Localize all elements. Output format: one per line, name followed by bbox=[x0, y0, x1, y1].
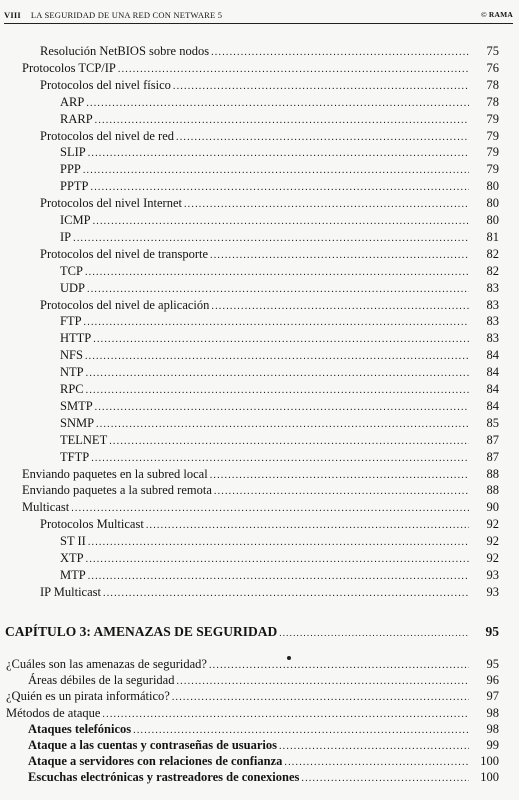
leader-dots bbox=[85, 349, 469, 364]
leader-dots bbox=[84, 315, 469, 330]
toc-entry bbox=[28, 673, 499, 688]
leader-dots bbox=[146, 518, 469, 533]
toc-entry-page: 80 bbox=[486, 196, 499, 211]
toc-entry-page: 85 bbox=[486, 415, 499, 430]
toc-entry-page: 76 bbox=[486, 60, 499, 75]
toc-entry bbox=[40, 129, 499, 144]
toc-entry bbox=[40, 585, 499, 600]
leader-dots bbox=[91, 180, 470, 195]
toc-entry-label: Multicast bbox=[22, 500, 70, 515]
leader-dots bbox=[102, 707, 469, 722]
toc-entry-label: IP Multicast bbox=[40, 584, 101, 599]
leader-dots bbox=[73, 231, 469, 246]
publisher-mark: © RAMA bbox=[480, 10, 513, 19]
toc-entry bbox=[28, 770, 499, 785]
page-folio: VIII bbox=[4, 10, 21, 20]
toc-entry-label: ¿Cuáles son las amenazas de seguridad? bbox=[6, 657, 207, 671]
toc-entry-page: 98 bbox=[486, 721, 499, 736]
toc-entry bbox=[40, 298, 499, 313]
toc-entry-label: Protocolos del nivel Internet bbox=[40, 196, 182, 211]
toc-entry bbox=[60, 433, 499, 448]
leader-dots bbox=[279, 628, 469, 638]
toc-entry-page: 100 bbox=[480, 770, 499, 785]
toc-entry bbox=[60, 365, 499, 380]
toc-entry-page: 81 bbox=[486, 229, 499, 244]
running-header bbox=[4, 7, 513, 24]
toc-entry-page: 99 bbox=[486, 738, 499, 752]
chapter-title: CAPÍTULO 3: AMENAZAS DE SEGURIDAD bbox=[5, 624, 278, 639]
toc-entry-page: 92 bbox=[486, 517, 499, 532]
leader-dots bbox=[284, 755, 469, 770]
leader-dots bbox=[95, 400, 469, 415]
toc-entry-label: Resolución NetBIOS sobre nodos bbox=[40, 44, 210, 58]
toc-entry-label: Protocolos del nivel de red bbox=[40, 128, 174, 143]
toc-entry bbox=[60, 230, 499, 245]
toc-entry-label: FTP bbox=[60, 314, 82, 329]
toc-entry-label: PPP bbox=[60, 162, 81, 177]
toc-entry-label: Enviando paquetes en la subred local bbox=[22, 466, 208, 481]
toc-entry-label: Ataques telefónicos bbox=[28, 721, 132, 736]
toc-entry bbox=[60, 568, 499, 583]
toc-entry-page: 93 bbox=[486, 584, 499, 599]
leader-dots bbox=[86, 552, 469, 567]
leader-dots bbox=[133, 723, 469, 738]
toc-entry bbox=[40, 196, 499, 211]
chapter-heading bbox=[5, 624, 499, 640]
toc-entry bbox=[60, 213, 499, 228]
leader-dots bbox=[88, 535, 469, 550]
toc-entry-page: 98 bbox=[486, 705, 499, 720]
toc-entry bbox=[60, 145, 499, 160]
leader-dots bbox=[210, 248, 469, 263]
toc-entry-label: ST II bbox=[60, 534, 86, 549]
leader-dots bbox=[88, 569, 469, 584]
toc-entry-label: IP bbox=[60, 229, 72, 244]
toc-entry bbox=[60, 551, 499, 566]
leader-dots bbox=[211, 299, 469, 314]
toc-entry-label: TFTP bbox=[60, 449, 90, 464]
toc-entry-page: 83 bbox=[486, 280, 499, 295]
toc-entry-label: SMTP bbox=[60, 398, 93, 413]
toc-entry-page: 84 bbox=[486, 348, 499, 363]
toc-entry-page: 93 bbox=[486, 567, 499, 582]
toc-entry-label: MTP bbox=[60, 567, 86, 582]
toc-entry-label: Escuchas electrónicas y rastreadores de conexiones bbox=[28, 770, 300, 785]
toc-entry-page: 79 bbox=[486, 145, 499, 160]
leader-dots bbox=[103, 586, 469, 601]
leader-dots bbox=[93, 332, 469, 347]
toc-entry bbox=[22, 483, 499, 498]
toc-entry bbox=[60, 95, 499, 110]
toc-entry bbox=[22, 61, 499, 76]
toc-entry bbox=[22, 467, 499, 482]
leader-dots bbox=[86, 366, 469, 381]
toc-entry-page: 87 bbox=[486, 432, 499, 447]
toc-entry bbox=[40, 517, 499, 532]
toc-entry-label: Protocolos del nivel de aplicación bbox=[40, 297, 210, 312]
toc-entry bbox=[40, 78, 499, 93]
toc-entry-page: 100 bbox=[480, 754, 499, 769]
toc-entry-page: 79 bbox=[486, 128, 499, 143]
toc-entry bbox=[60, 534, 499, 549]
toc-entry-page: 82 bbox=[486, 263, 499, 278]
toc-entry-label: HTTP bbox=[60, 331, 92, 346]
toc-entry-page: 83 bbox=[486, 331, 499, 346]
toc-entry bbox=[6, 689, 499, 704]
toc-entry bbox=[40, 44, 499, 59]
leader-dots bbox=[279, 739, 469, 754]
toc-entry bbox=[6, 657, 499, 672]
toc-entry bbox=[28, 738, 499, 753]
toc-entry-page: 83 bbox=[486, 297, 499, 312]
toc-entry bbox=[60, 331, 499, 346]
toc-entry-page: 88 bbox=[486, 466, 499, 481]
toc-entry-page: 80 bbox=[486, 179, 499, 194]
toc-entry-label: UDP bbox=[60, 280, 86, 295]
toc-entry-label: NFS bbox=[60, 348, 83, 363]
toc-entry-label: SNMP bbox=[60, 415, 95, 430]
toc-entry-page: 84 bbox=[486, 382, 499, 396]
toc-entry-label: Ataque a servidores con relaciones de confianza bbox=[28, 754, 283, 769]
toc-entry bbox=[60, 399, 499, 414]
toc-entry-page: 87 bbox=[486, 449, 499, 464]
leader-dots bbox=[172, 690, 469, 705]
toc-entry bbox=[60, 382, 499, 397]
toc-entry-label: XTP bbox=[60, 551, 84, 565]
toc-entry bbox=[60, 281, 499, 296]
toc-entry bbox=[22, 500, 499, 515]
toc-entry-label: SLIP bbox=[60, 145, 86, 160]
toc-entry-page: 78 bbox=[486, 94, 499, 109]
toc-entry-page: 80 bbox=[486, 213, 499, 227]
toc-entry-page: 78 bbox=[486, 77, 499, 92]
leader-dots bbox=[96, 417, 469, 432]
toc-entry-label: PPTP bbox=[60, 179, 89, 194]
leader-dots bbox=[176, 130, 469, 145]
book-title: LA SEGURIDAD DE UNA RED CON NETWARE 5 bbox=[30, 10, 223, 20]
leader-dots bbox=[176, 674, 469, 689]
toc-entry-page: 84 bbox=[486, 398, 499, 413]
toc-entry-page: 97 bbox=[486, 689, 499, 704]
leader-dots bbox=[214, 484, 469, 499]
toc-entry bbox=[60, 112, 499, 127]
toc-entry-label: Protocolos del nivel físico bbox=[40, 77, 171, 92]
toc-entry-label: ¿Quién es un pirata informático? bbox=[6, 689, 170, 704]
toc-entry-label: Protocolos del nivel de transporte bbox=[40, 246, 209, 261]
toc-entry-label: Métodos de ataque bbox=[6, 705, 101, 720]
toc-entry-page: 88 bbox=[486, 483, 499, 498]
toc-entry-page: 95 bbox=[486, 657, 499, 671]
toc-entry-label: Protocolos TCP/IP bbox=[22, 60, 116, 75]
leader-dots bbox=[173, 79, 469, 94]
toc-entry-label: NTP bbox=[60, 365, 84, 380]
leader-dots bbox=[184, 197, 469, 212]
toc-entry-label: ARP bbox=[60, 94, 85, 109]
leader-dots bbox=[83, 163, 469, 178]
leader-dots bbox=[71, 501, 469, 516]
toc-entry-label: ICMP bbox=[60, 213, 91, 227]
toc-entry-label: Áreas débiles de la seguridad bbox=[28, 673, 175, 688]
toc-entry-page: 79 bbox=[486, 111, 499, 126]
toc-entry-label: TCP bbox=[60, 263, 83, 278]
toc-entry-page: 90 bbox=[486, 500, 499, 515]
leader-dots bbox=[211, 45, 469, 60]
leader-dots bbox=[91, 451, 469, 466]
leader-dots bbox=[301, 771, 469, 786]
chapter-page: 95 bbox=[485, 624, 499, 639]
leader-dots bbox=[87, 282, 469, 297]
toc-entry bbox=[60, 162, 499, 177]
toc-entry bbox=[40, 247, 499, 262]
leader-dots bbox=[86, 383, 469, 398]
toc-entry bbox=[28, 722, 499, 737]
toc-entry-label: RARP bbox=[60, 111, 93, 126]
leader-dots bbox=[210, 468, 469, 483]
toc-entry-label: RPC bbox=[60, 382, 84, 396]
leader-dots bbox=[118, 62, 469, 77]
toc-entry-page: 75 bbox=[486, 44, 499, 58]
toc-entry-page: 84 bbox=[486, 365, 499, 380]
toc-entry-page: 92 bbox=[486, 551, 499, 565]
toc-entry bbox=[60, 179, 499, 194]
leader-dots bbox=[109, 434, 469, 449]
toc-entry-page: 92 bbox=[486, 534, 499, 549]
header-left bbox=[4, 10, 222, 20]
leader-dots bbox=[88, 146, 469, 161]
toc-entry-label: Ataque a las cuentas y contraseñas de usuarios bbox=[28, 738, 277, 752]
leader-dots bbox=[95, 113, 469, 128]
toc-entry bbox=[60, 348, 499, 363]
leader-dots bbox=[209, 658, 469, 673]
toc-entry bbox=[6, 706, 499, 721]
toc-entry-label: TELNET bbox=[60, 432, 108, 447]
toc-entry-label: Enviando paquetes a la subred remota bbox=[22, 483, 212, 498]
leader-dots bbox=[85, 265, 469, 280]
toc-entry bbox=[60, 314, 499, 329]
toc-entry-page: 79 bbox=[486, 162, 499, 177]
leader-dots bbox=[86, 96, 469, 111]
leader-dots bbox=[93, 214, 469, 229]
toc-entry-label: Protocolos Multicast bbox=[40, 517, 144, 532]
toc-entry bbox=[60, 450, 499, 465]
toc-entry-page: 83 bbox=[486, 314, 499, 329]
toc-entry-page: 96 bbox=[486, 673, 499, 688]
toc-entry bbox=[60, 264, 499, 279]
toc-entry bbox=[60, 416, 499, 431]
toc-entry bbox=[28, 754, 499, 769]
toc-entry-page: 82 bbox=[486, 246, 499, 261]
